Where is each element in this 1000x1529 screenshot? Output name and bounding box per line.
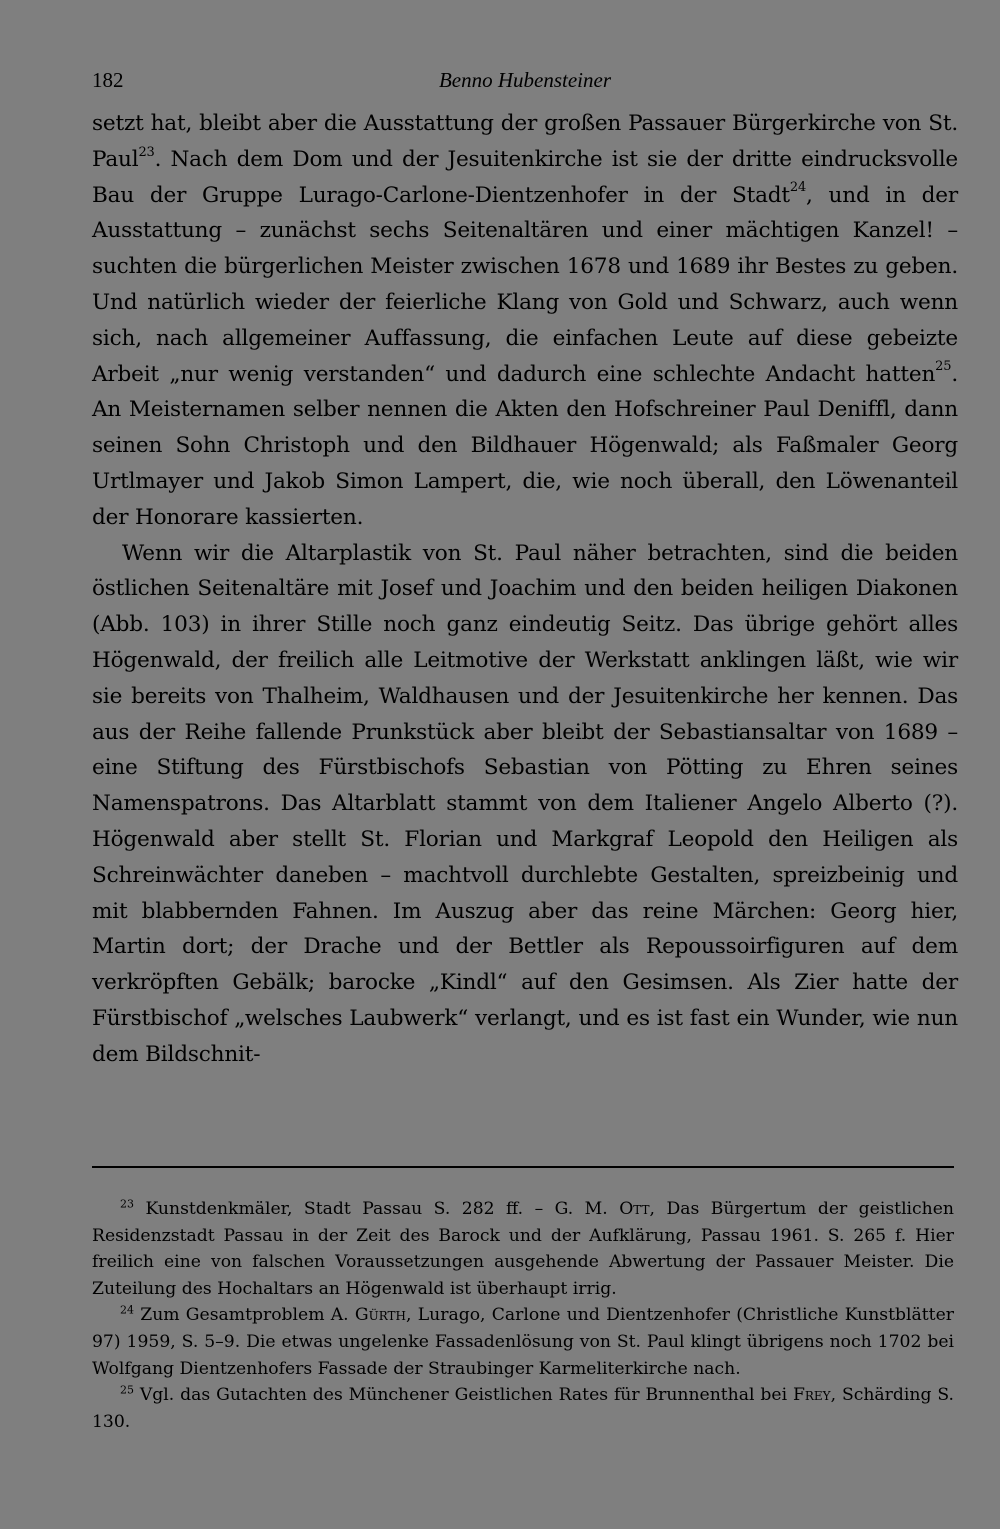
footnote-23 [92,1196,954,1302]
footnotes [92,1196,954,1435]
footnote-23-text-a: Kunstdenkmäler, Stadt Passau S. 282 ff. – G. M. [145,1199,620,1219]
footnote-25-text-b: , Schärding S. 130. [92,1385,954,1432]
footnote-25-author: Frey [792,1385,831,1406]
footnote-24 [92,1302,954,1382]
footnote-25 [92,1382,954,1435]
paragraph-1-part-b: . Nach dem Dom und der Jesuitenkirche ist sie der dritte eindrucksvolle Bau der Gruppe Lurago-Carlone-Dientzenhofer in der Stadt [92,146,958,208]
footnote-ref-25: 25 [935,359,952,375]
footnote-24-author: Gürth [354,1305,407,1326]
page-number: 182 [92,68,124,92]
paragraph-1-part-c: , und in der Ausstattung – zunächst sechs Seitenaltären und einer mächtigen Kanzel! – suchten die bürgerlichen Meister zwischen 1678 und 1689 ihr Bestes zu geben. Und natürlich wieder der feierliche Klang von Gold und Schwarz, auch wenn sich, nach allgemeiner Auffassung, die einfachen Leute auf diese gebeizte Arbeit „nur wenig verstanden“ und dadurch eine schlechte Andacht hatten [92,182,958,387]
paragraph-2: Wenn wir die Altarplastik von St. Paul näher betrachten, sind die beiden östlichen Seitenaltäre mit Josef und Joachim und den beiden heiligen Diakonen (Abb. 103) in ihrer Stille noch ganz eindeutig Seitz. Das übrige gehört alles Högenwald, der freilich alle Leitmotive der Werkstatt anklingen läßt, wie wir sie bereits von Thalheim, Waldhausen und der Jesuitenkirche her kennen. Das aus der Reihe fallende Prunkstück aber bleibt der Sebastiansaltar von 1689 – eine Stiftung des Fürstbischofs Sebastian von Pötting zu Ehren seines Namenspatrons. Das Altarblatt stammt von dem Italiener Angelo Alberto (?). Högenwald aber stellt St. Florian und Markgraf Leopold den Heiligen als Schreinwächter daneben – machtvoll durchlebte Gestalten, spreizbeinig und mit blabbernden Fahnen. Im Auszug aber das reine Märchen: Georg hier, Martin dort; der Drache und der Bettler als Repoussoirfiguren auf dem verkröpften Gebälk; barocke „Kindl“ auf den Gesimsen. Als Zier hatte der Fürstbischof „welsches Laubwerk“ verlangt, und es ist fast ein Wunder, wie nun dem Bildschnit- [92,540,958,1067]
page-header [92,68,958,106]
paragraph-1 [92,106,958,536]
footnote-24-text-a: Zum Gesamtproblem A. [140,1305,355,1326]
footnote-ref-24: 24 [789,180,807,196]
paragraph-1-part-d: . An Meisternamen selber nennen die Akten den Hofschreiner Paul Deniffl, dann seinen Sohn Christoph und den Bildhauer Högenwald; als Faßmaler Georg Urtlmayer und Jakob Simon Lampert, die, wie noch überall, den Löwenanteil der Honorare kassierten. [92,361,958,530]
footnote-24-mark: 24 [120,1303,134,1317]
body-text [92,106,958,1073]
footnote-24-text-b: , Lurago, Carlone und Dientzenhofer (Christliche Kunstblätter 97) 1959, S. 5–9. Die etwas ungelenke Fassadenlösung von St. Paul klingt übrigens noch 1702 bei Wolfgang Dientzenhofers Fassade der Straubinger Karmeliterkirche nach. [92,1305,954,1379]
footnote-ref-23: 23 [138,144,155,160]
footnote-23-text-b: , Das Bürgertum der geistlichen Residenzstadt Passau in der Zeit des Barock und der Aufklärung, Passau 1961. S. 265 f. Hier freilich eine von falschen Voraussetzungen ausgehende Abwertung der Passauer Meister. Die Zuteilung des Hochaltars an Högenwald ist überhaupt irrig. [92,1199,954,1299]
book-page [92,68,958,1432]
footnote-25-mark: 25 [120,1383,134,1397]
footnote-23-author: Ott [619,1199,650,1219]
footnote-23-mark: 23 [120,1197,134,1211]
footnote-25-text-a: Vgl. das Gutachten des Münchener Geistlichen Rates für Brunnenthal bei [139,1385,793,1406]
paragraph-1-part-a: setzt hat, bleibt aber die Ausstattung der großen Passauer Bürgerkirche von St. Paul [92,111,958,172]
footnote-divider [92,1166,954,1168]
running-title: Benno Hubensteiner [438,68,612,92]
